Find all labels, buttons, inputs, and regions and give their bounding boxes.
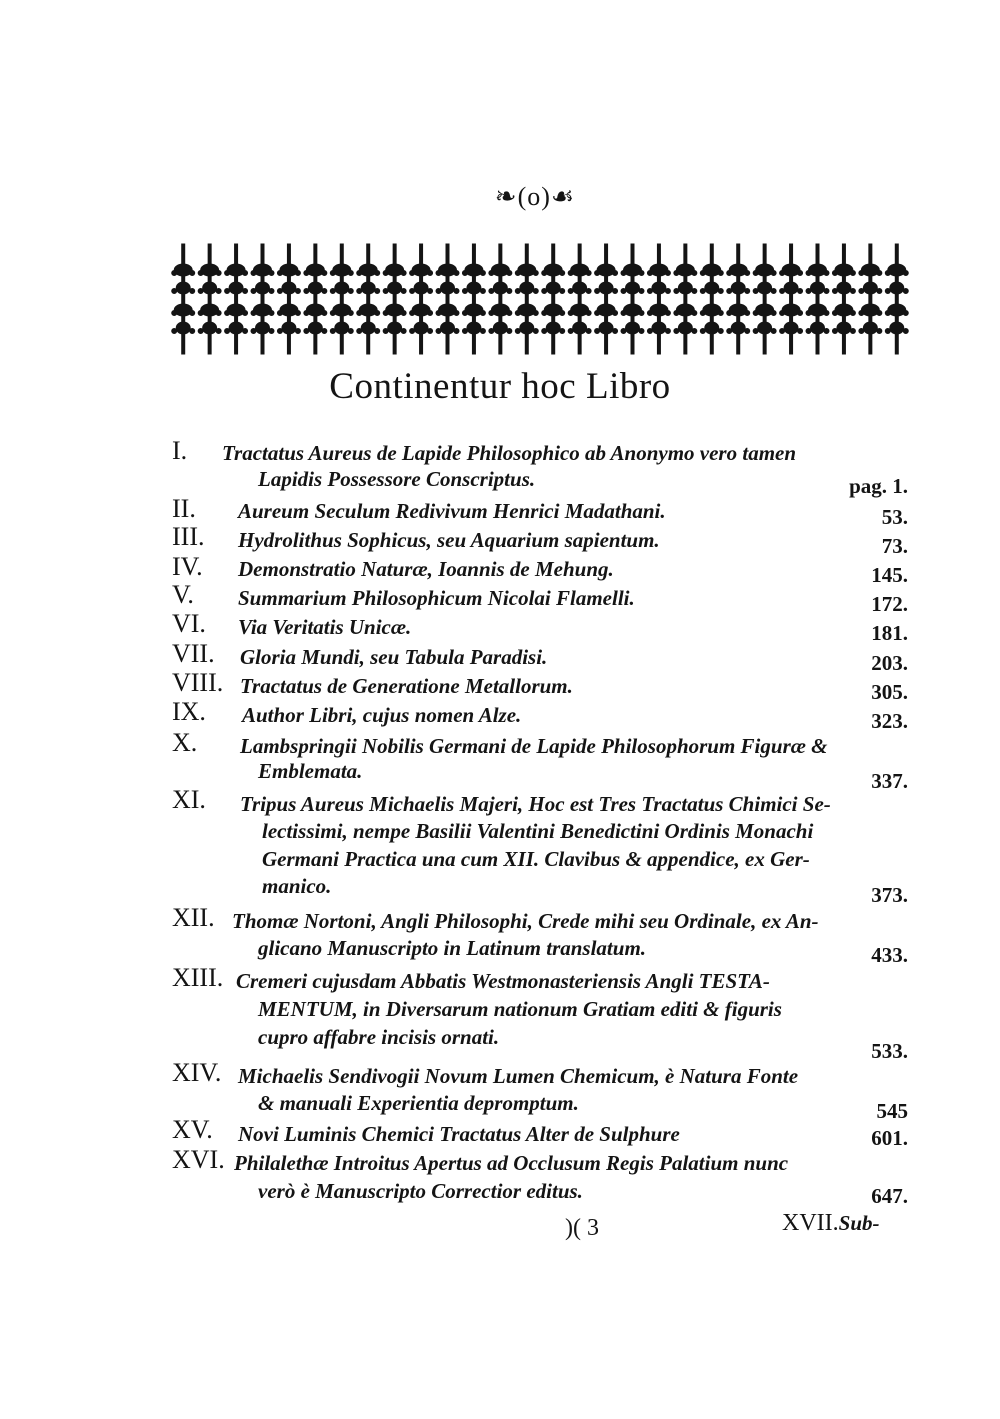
entry-page: 533. bbox=[871, 1039, 908, 1063]
entry-title-line: Author Libri, cujus nomen Alze. bbox=[242, 703, 522, 727]
page-title: Continentur hoc Libro bbox=[329, 366, 671, 407]
entry-number: IX. bbox=[172, 697, 206, 726]
entry-title-line: Thomæ Nortoni, Angli Philosophi, Crede mihi seu Ordinale, ex An- bbox=[232, 909, 819, 933]
entry-page: 181. bbox=[871, 621, 908, 645]
entry-title-line: manico. bbox=[262, 874, 332, 898]
entry-title-line: Michaelis Sendivogii Novum Lumen Chemicum, è Natura Fonte bbox=[238, 1064, 799, 1088]
entry-number: IV. bbox=[172, 552, 203, 581]
entry-number: VIII. bbox=[172, 668, 224, 697]
entry-title-line: verò è Manuscripto Correctior editus. bbox=[258, 1179, 583, 1203]
entry-title-line: Tractatus de Generatione Metallorum. bbox=[240, 674, 573, 698]
entry-number: VI. bbox=[172, 609, 206, 638]
entry-number: XI. bbox=[172, 785, 206, 814]
entry-number: X. bbox=[172, 728, 198, 757]
entry-number: XIV. bbox=[172, 1058, 222, 1087]
entry-title-line: Hydrolithus Sophicus, seu Aquarium sapientum. bbox=[238, 528, 660, 552]
entry-title-line: lectissimi, nempe Basilii Valentini Benedictini Ordinis Monachi bbox=[262, 819, 814, 843]
catchword-word: Sub- bbox=[838, 1211, 880, 1235]
signature-mark: )( 3 bbox=[565, 1215, 599, 1241]
entry-page: 433. bbox=[871, 943, 908, 967]
entry-number: XVI. bbox=[172, 1145, 225, 1174]
entry-number: VII. bbox=[172, 639, 215, 668]
entry-page: 373. bbox=[871, 883, 908, 907]
entry-page: pag. 1. bbox=[849, 474, 908, 498]
entry-title-line: Novi Luminis Chemici Tractatus Alter de Sulphure bbox=[238, 1122, 680, 1146]
entry-title-line: Gloria Mundi, seu Tabula Paradisi. bbox=[240, 645, 548, 669]
entry-title-line: Germani Practica una cum XII. Clavibus & appendice, ex Ger- bbox=[262, 847, 810, 871]
entry-page: 337. bbox=[871, 769, 908, 793]
entry-number: XV. bbox=[172, 1115, 213, 1144]
entry-page: 305. bbox=[871, 680, 908, 704]
entry-page: 53. bbox=[881, 505, 908, 529]
entry-page: 601. bbox=[871, 1126, 908, 1150]
entry-number: I. bbox=[172, 436, 188, 465]
entry-number: III. bbox=[172, 522, 205, 551]
catchword bbox=[782, 1210, 880, 1237]
entry-title-line: Summarium Philosophicum Nicolai Flamelli. bbox=[238, 586, 635, 610]
entry-number: XII. bbox=[172, 903, 215, 932]
entry-number: XIII. bbox=[172, 963, 224, 992]
entry-number: V. bbox=[172, 580, 194, 609]
entry-title-line: Via Veritatis Unicæ. bbox=[238, 615, 412, 639]
entry-page: 647. bbox=[871, 1184, 908, 1208]
ornament-text: ❧(o)☙ bbox=[494, 182, 576, 211]
entry-title-line: Lapidis Possessore Conscriptus. bbox=[258, 467, 536, 491]
entry-title-line: MENTUM, in Diversarum nationum Gratiam editi & figuris bbox=[258, 997, 782, 1021]
entry-page: 203. bbox=[871, 651, 908, 675]
entry-title-line: Lambspringii Nobilis Germani de Lapide Philosophorum Figuræ & bbox=[240, 734, 828, 758]
entry-title-line: Cremeri cujusdam Abbatis Westmonasteriensis Angli TESTA- bbox=[236, 969, 770, 993]
catchword-number: XVII. bbox=[782, 1210, 839, 1236]
entry-title-line: glicano Manuscripto in Latinum translatum. bbox=[258, 936, 647, 960]
entry-page: 545 bbox=[876, 1099, 908, 1123]
entry-title-line: cupro affabre incisis ornati. bbox=[258, 1025, 500, 1049]
entry-number: II. bbox=[172, 494, 196, 523]
entry-title-line: Emblemata. bbox=[258, 759, 363, 783]
entry-page: 172. bbox=[871, 592, 908, 616]
entry-page: 323. bbox=[871, 709, 908, 733]
entry-page: 145. bbox=[871, 563, 908, 587]
entry-title-line: Tripus Aureus Michaelis Majeri, Hoc est Tres Tractatus Chimici Se- bbox=[240, 792, 831, 816]
entry-title-line: Philalethæ Introitus Apertus ad Occlusum Regis Palatium nunc bbox=[234, 1151, 789, 1175]
entry-title-line: Aureum Seculum Redivivum Henrici Madathani. bbox=[238, 499, 666, 523]
entry-page: 73. bbox=[881, 534, 908, 558]
entry-title-line: Demonstratio Naturæ, Ioannis de Mehung. bbox=[238, 557, 614, 581]
entry-title-line: & manuali Experientia depromptum. bbox=[258, 1091, 579, 1115]
entry-title-line: Tractatus Aureus de Lapide Philosophico ab Anonymo vero tamen bbox=[222, 441, 797, 465]
